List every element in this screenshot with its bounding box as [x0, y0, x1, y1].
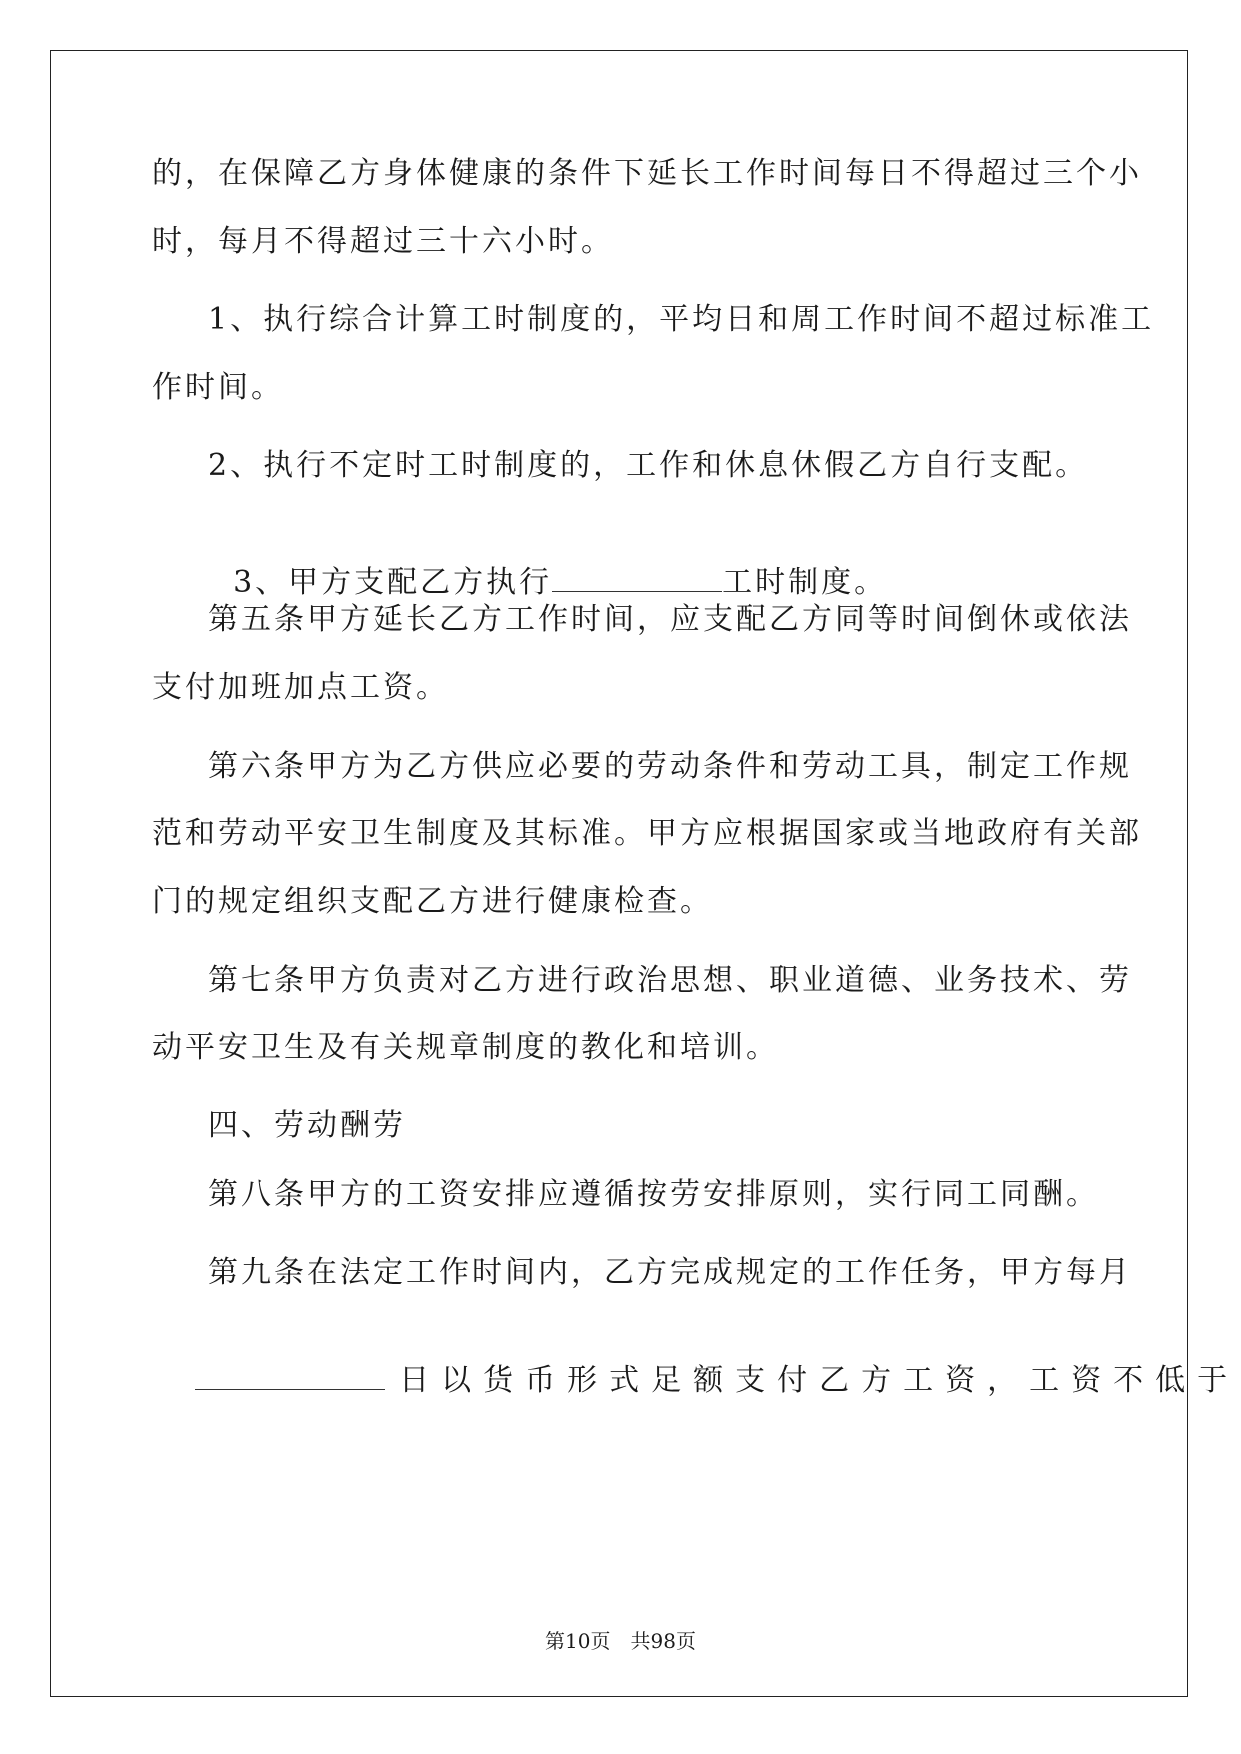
text-line: 的，在保障乙方身体健康的条件下延长工作时间每日不得超过三个小 — [152, 156, 1142, 191]
text-line: 第九条在法定工作时间内，乙方完成规定的工作任务，甲方每月 — [208, 1255, 1132, 1290]
section-heading: 四、劳动酬劳 — [208, 1108, 406, 1143]
text-line: 范和劳动平安卫生制度及其标准。甲方应根据国家或当地政府有关部 — [152, 816, 1142, 851]
fill-in-blank — [552, 565, 722, 592]
text-line: 2、执行不定时工时制度的，工作和休息休假乙方自行支配。 — [208, 448, 1089, 483]
text-line — [208, 523, 887, 603]
page-number: 第10页 共98页 — [545, 1629, 696, 1653]
line-end: 工时制度。 — [722, 565, 888, 600]
text-line: 第八条甲方的工资安排应遵循按劳安排原则，实行同工同酬。 — [208, 1177, 1099, 1212]
line-start: 3、甲方支配乙方执行 — [233, 565, 553, 600]
text-line: 门的规定组织支配乙方进行健康检查。 — [152, 884, 713, 919]
text-line: 1、执行综合计算工时制度的，平均日和周工作时间不超过标准工 — [208, 302, 1155, 337]
text-line: 作时间。 — [152, 370, 284, 405]
page-border — [50, 50, 1188, 1697]
fill-in-blank — [195, 1363, 385, 1390]
text-line: 第五条甲方延长乙方工作时间，应支配乙方同等时间倒休或依法 — [208, 602, 1132, 637]
text-line: 第七条甲方负责对乙方进行政治思想、职业道德、业务技术、劳 — [208, 963, 1132, 998]
page-footer — [0, 1625, 1241, 1654]
text-line: 时，每月不得超过三十六小时。 — [152, 224, 614, 259]
line-end: 日以货币形式足额支付乙方工资，工资不低于 — [399, 1363, 1240, 1398]
text-line: 支付加班加点工资。 — [152, 670, 449, 705]
text-line — [152, 1321, 1239, 1401]
text-line: 第六条甲方为乙方供应必要的劳动条件和劳动工具，制定工作规 — [208, 749, 1132, 784]
text-line: 动平安卫生及有关规章制度的教化和培训。 — [152, 1030, 779, 1065]
